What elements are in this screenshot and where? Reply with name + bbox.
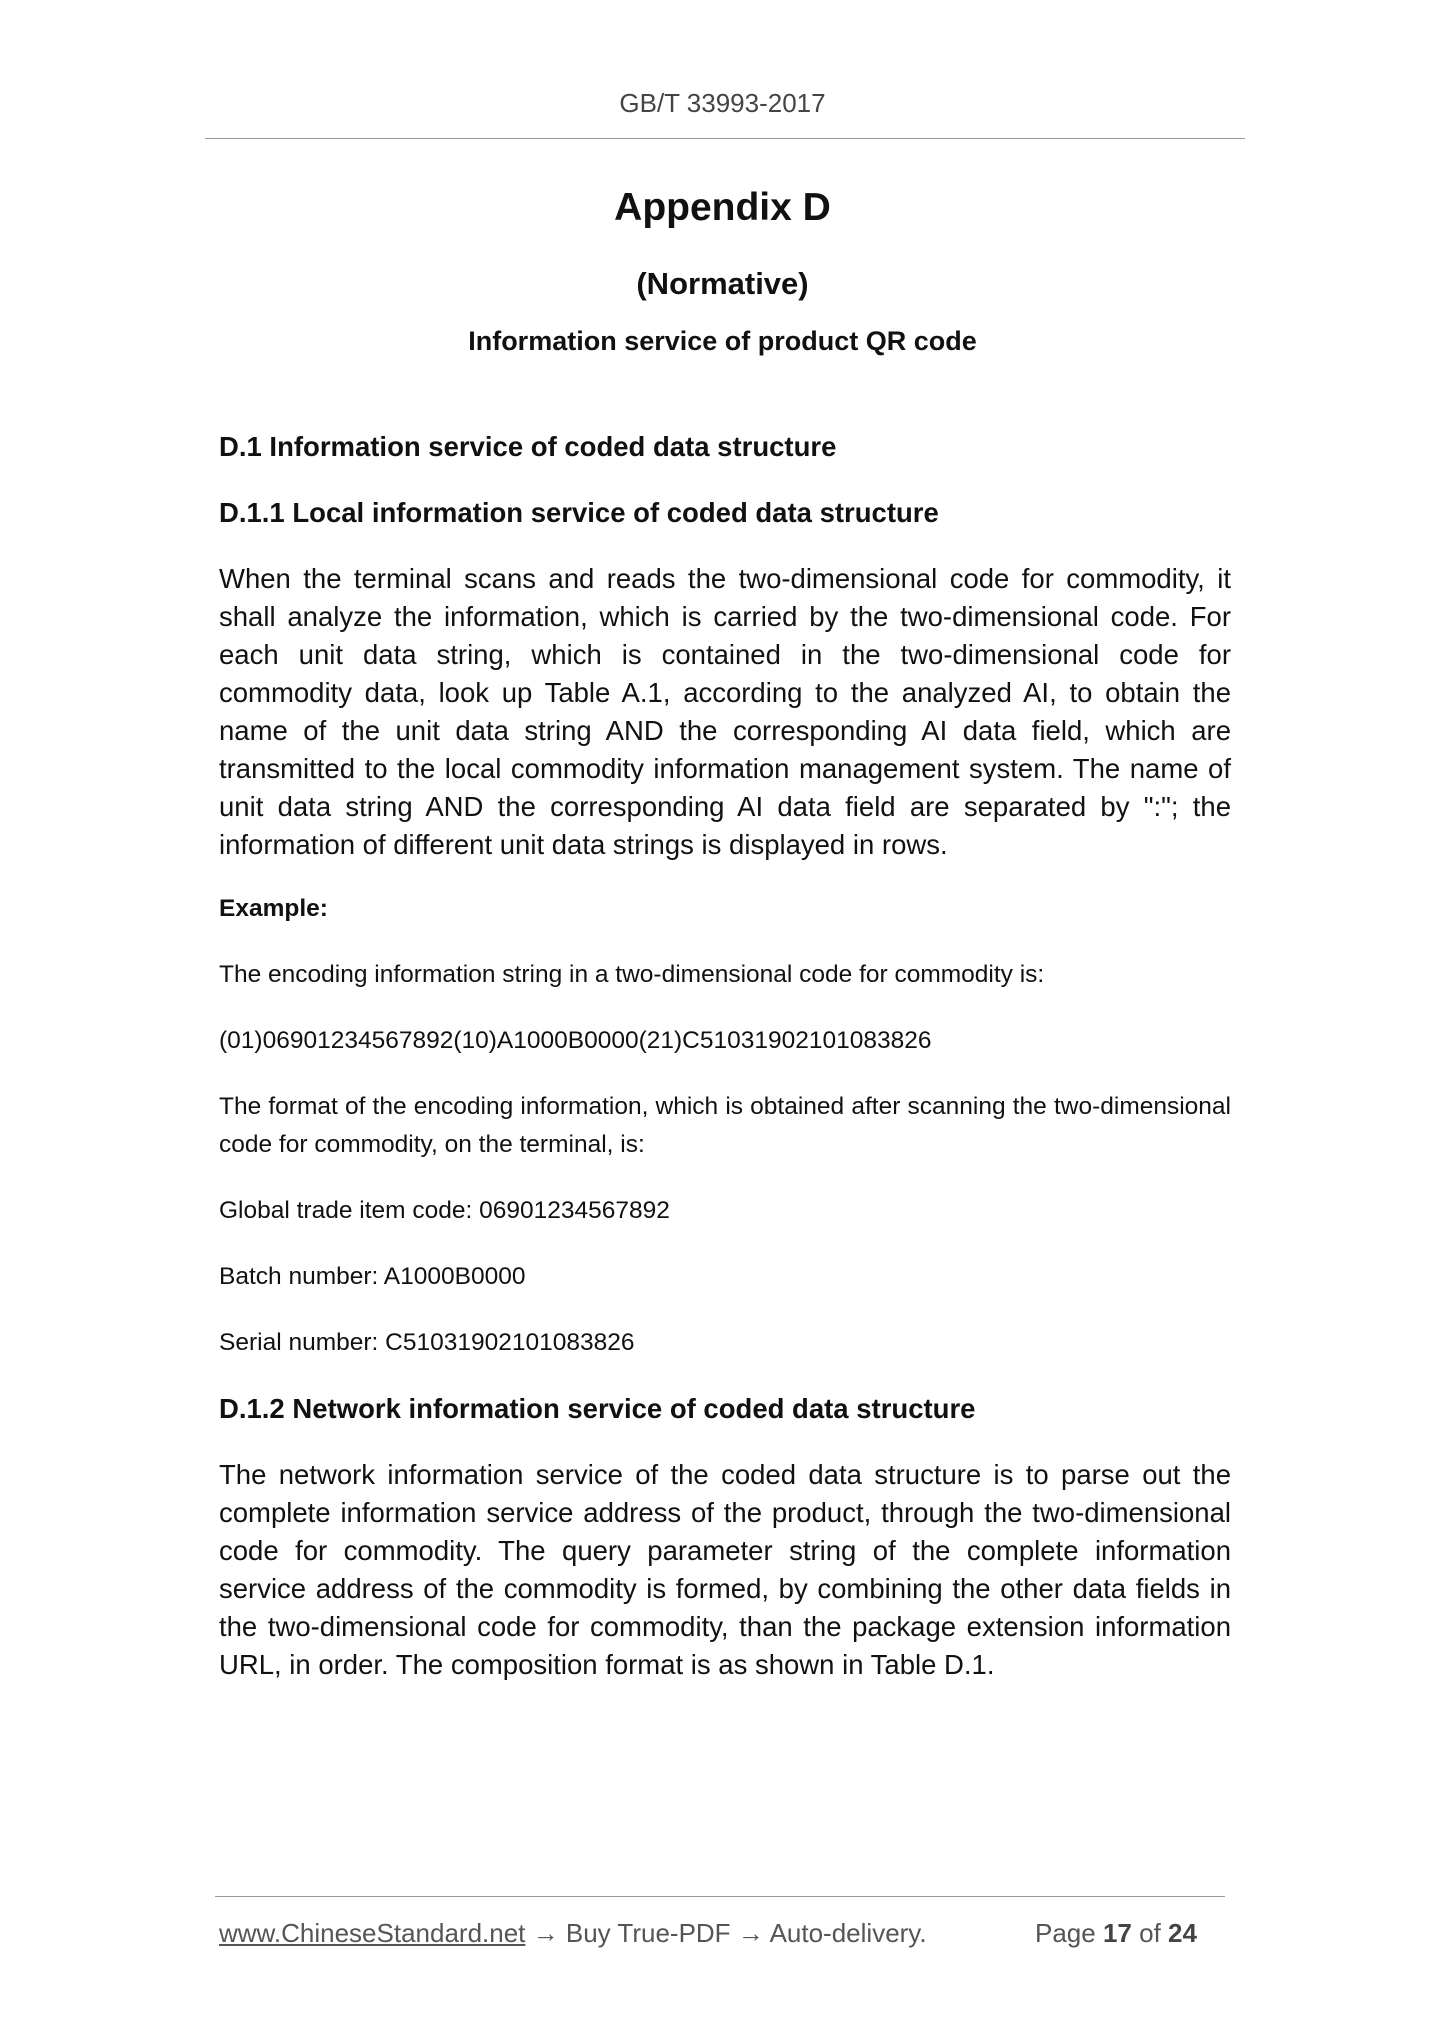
footer-promo — [219, 1918, 927, 1949]
footer-tagline: → Buy True-PDF → Auto-delivery. — [525, 1918, 927, 1948]
page-content — [219, 430, 1231, 1684]
appendix-type: (Normative) — [636, 266, 809, 301]
page-label: Page — [1035, 1918, 1096, 1948]
example-batch: Batch number: A1000B0000 — [219, 1263, 526, 1290]
section-d12-body: The network information service of the coded data structure is to parse out the complete information service address of the product, through the two-dimensional code for commodity. The query parameter string of the complete information service address of the commodity is formed, by combining the other data fields in the two-dimensional code for commodity, than the package extension information URL, in order. The composition format is as shown in Table D.1. — [219, 1459, 1231, 1680]
page-indicator — [1035, 1918, 1197, 1949]
page-of: of — [1139, 1918, 1161, 1948]
header-divider — [205, 138, 1245, 139]
page-total: 24 — [1168, 1918, 1197, 1948]
section-d12-heading: D.1.2 Network information service of coded data structure — [219, 1393, 976, 1424]
section-d11-heading: D.1.1 Local information service of coded data structure — [219, 497, 939, 528]
example-format: The format of the encoding information, which is obtained after scanning the two-dimensional code for commodity, on the terminal, is: — [219, 1093, 1231, 1158]
appendix-title: Appendix D — [614, 186, 831, 229]
example-gtin: Global trade item code: 06901234567892 — [219, 1197, 670, 1224]
page-current: 17 — [1102, 1918, 1132, 1948]
footer-divider — [215, 1896, 1225, 1897]
appendix-subtitle: Information service of product QR code — [468, 326, 977, 356]
example-serial: Serial number: C51031902101083826 — [219, 1329, 635, 1356]
section-d11-body: When the terminal scans and reads the two-dimensional code for commodity, it shall analyze the information, which is carried by the two-dimensional code. For each unit data string, which is contained in the two-dimensional code for commodity data, look up Table A.1, according to the analyzed AI, to obtain the name of the unit data string AND the corresponding AI data field, which are transmitted to the local commodity information management system. The name of unit data string AND the corresponding AI data field are separated by ":"; the information of different unit data strings is displayed in rows. — [219, 563, 1231, 860]
example-intro: The encoding information string in a two-dimensional code for commodity is: — [219, 961, 1045, 988]
footer-website-link[interactable]: www.ChineseStandard.net — [219, 1918, 526, 1948]
document-id: GB/T 33993-2017 — [619, 88, 826, 118]
section-d1-heading: D.1 Information service of coded data structure — [219, 431, 837, 462]
example-string: (01)06901234567892(10)A1000B0000(21)C51031902101083826 — [219, 1027, 932, 1054]
example-label: Example: — [219, 895, 328, 922]
